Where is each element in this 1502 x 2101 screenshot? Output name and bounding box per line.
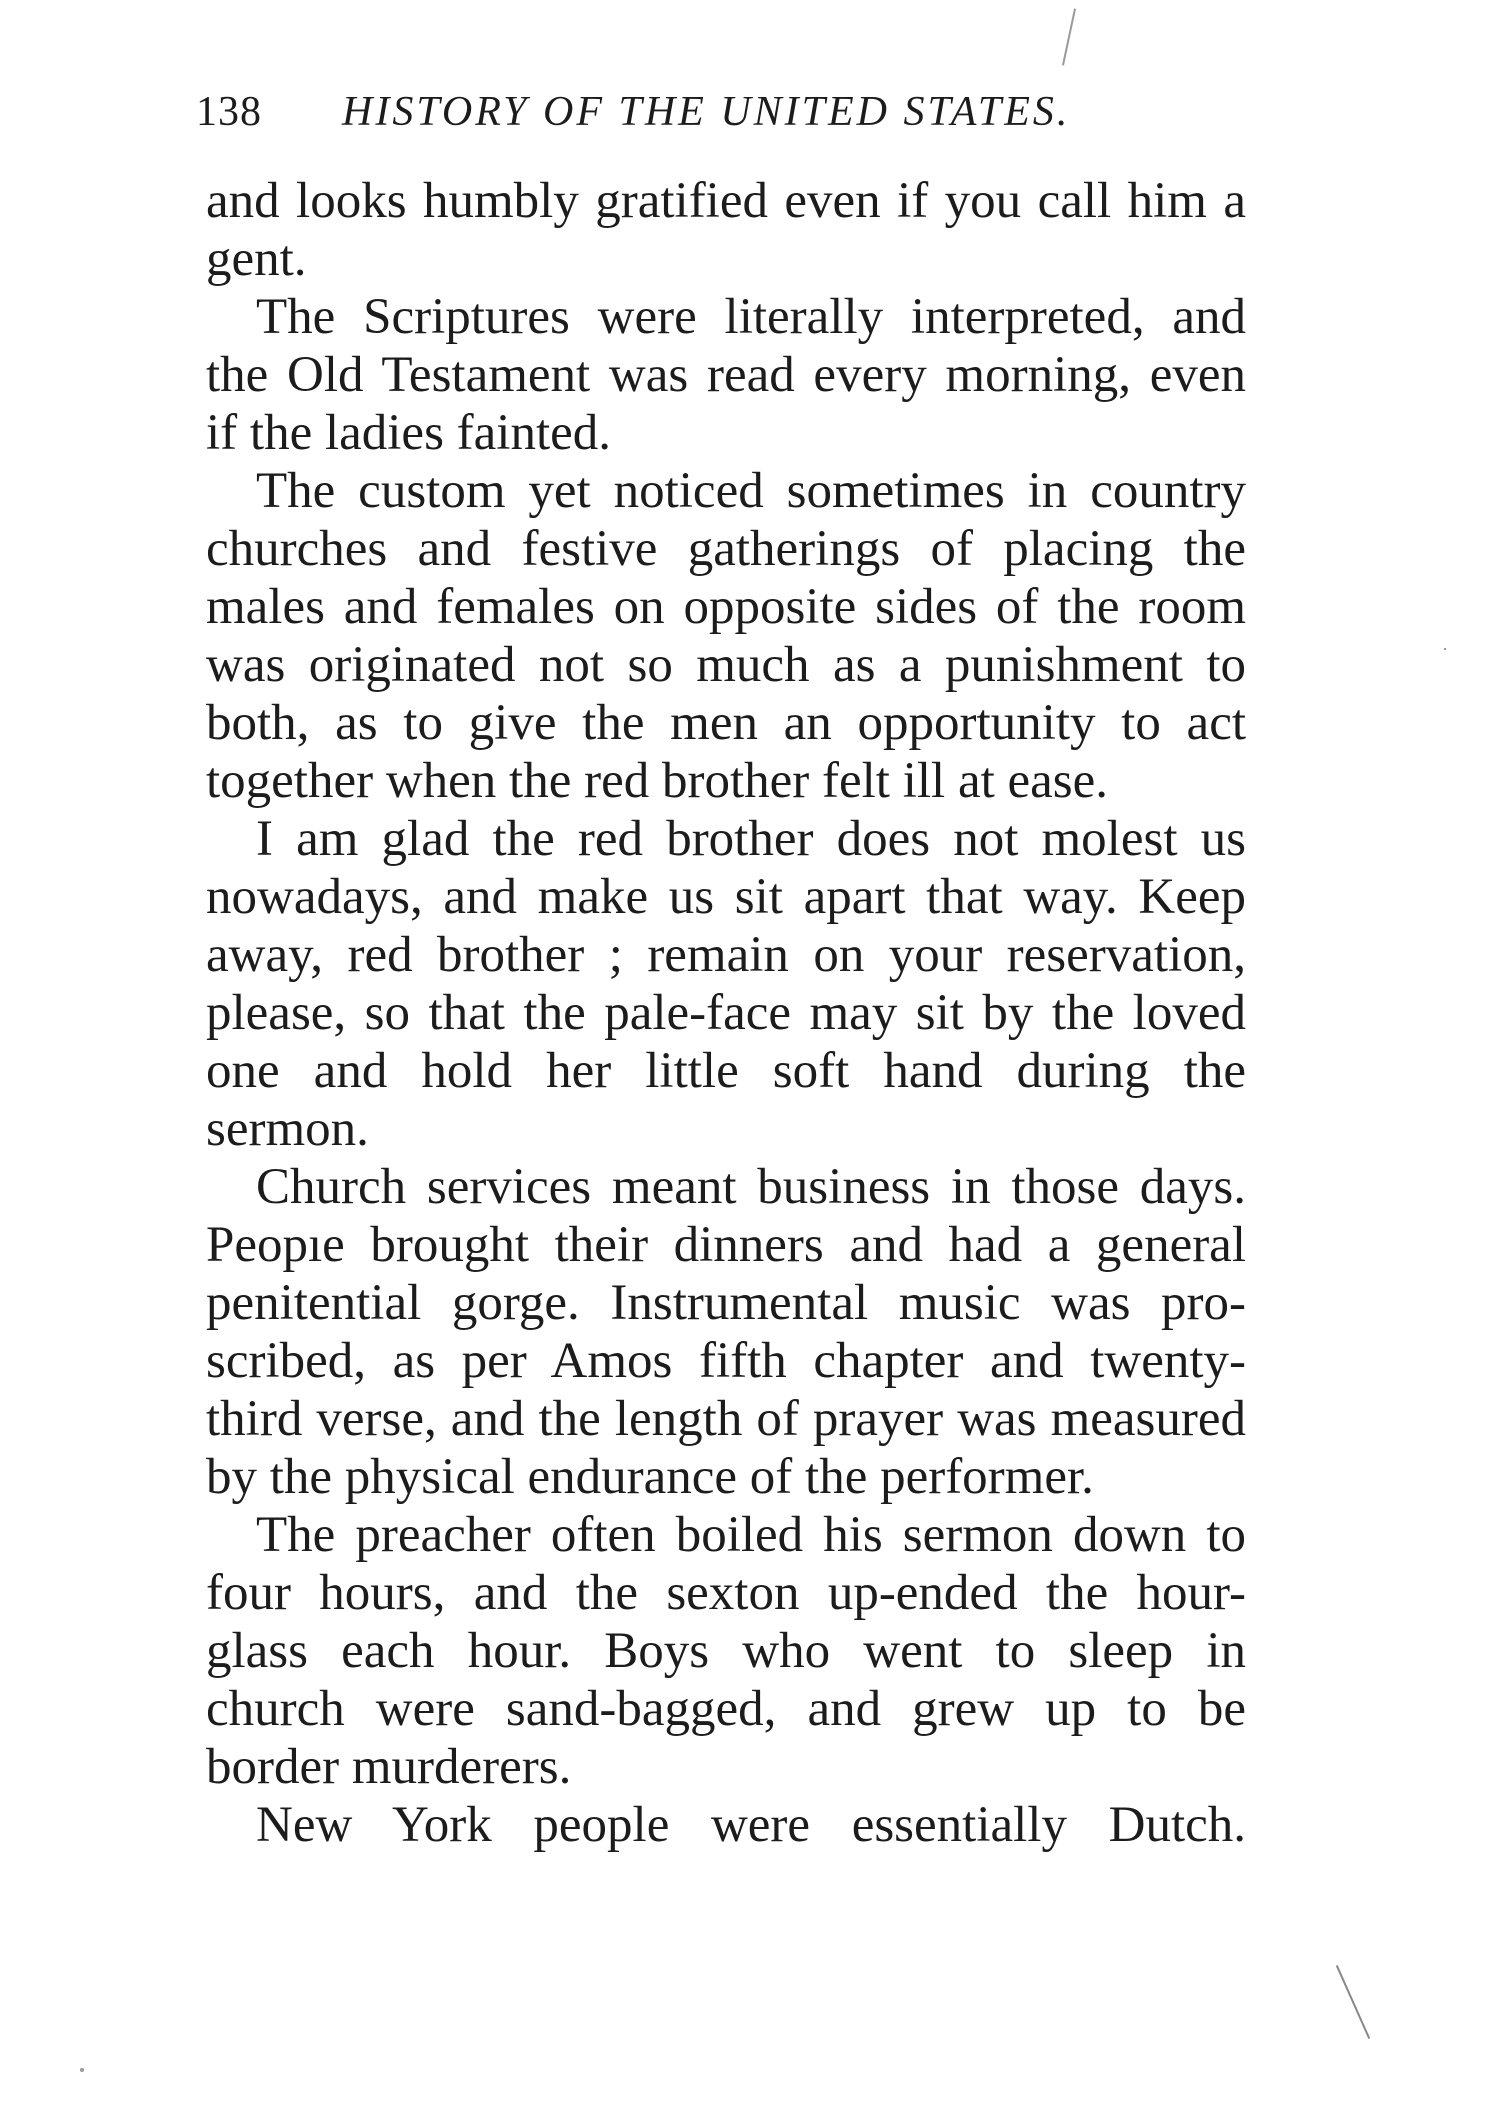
text-line: The Scriptures were literally interpreted, and [256,289,1246,345]
text-line: and looks humbly gratified even if you call him a [206,173,1246,229]
text-line: border murderers. [206,1739,572,1795]
text-line: one and hold her little soft hand during the [206,1043,1246,1099]
scan-speck [1444,648,1446,650]
text-line: New York people were essentially Dutch. [256,1797,1246,1853]
text-line: scribed, as per Amos fifth chapter and twenty- [206,1333,1246,1389]
text-line: Church services meant business in those days. [256,1159,1246,1215]
text-line: nowadays, and make us sit apart that way. Keep [206,869,1246,925]
text-line: penitential gorge. Instrumental music was pro- [206,1275,1246,1331]
text-line: I am glad the red brother does not molest us [256,811,1246,867]
page-number: 138 [196,89,262,135]
text-line: by the physical endurance of the performer. [206,1449,1094,1505]
text-line: was originated not so much as a punishment to [206,637,1246,693]
text-line: churches and festive gatherings of placing the [206,521,1246,577]
text-line: third verse, and the length of prayer was measured [206,1391,1246,1447]
text-line: The custom yet noticed sometimes in country [256,463,1246,519]
running-header [196,82,1266,142]
text-line: glass each hour. Boys who went to sleep in [206,1623,1246,1679]
text-line: males and females on opposite sides of the room [206,579,1246,635]
text-line: please, so that the pale-face may sit by the loved [206,985,1246,1041]
running-title: HISTORY OF THE UNITED STATES. [342,89,1071,135]
text-line: away, red brother ; remain on your reservation, [206,927,1246,983]
text-line: church were sand-bagged, and grew up to be [206,1681,1246,1737]
text-line: gent. [206,231,307,287]
text-line: both, as to give the men an opportunity to act [206,695,1246,751]
scan-mark [1336,1965,1370,2039]
scan-mark [1062,8,1076,65]
scan-speck [80,2068,84,2072]
text-line: if the ladies fainted. [206,405,612,461]
text-line: together when the red brother felt ill at ease. [206,753,1109,809]
text-line: sermon. [206,1101,369,1157]
text-line: The preacher often boiled his sermon down to [256,1507,1246,1563]
text-line: four hours, and the sexton up-ended the hour- [206,1565,1246,1621]
text-line: the Old Testament was read every morning, even [206,347,1246,403]
text-line: Peopıe brought their dinners and had a general [206,1217,1246,1273]
